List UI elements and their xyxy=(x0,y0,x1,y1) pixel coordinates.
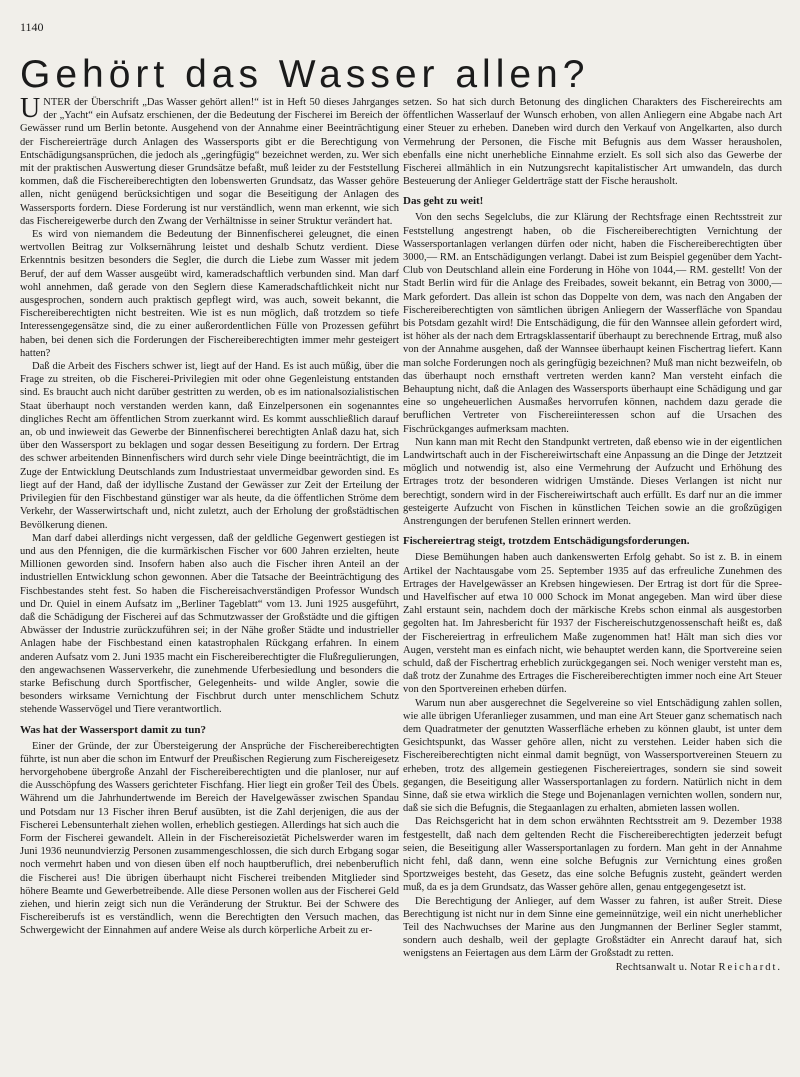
section-heading: Das geht zu weit! xyxy=(403,195,484,208)
intro-paragraph xyxy=(20,96,399,228)
article-title: Gehört das Wasser allen? xyxy=(20,53,590,96)
signature-title: Rechtsanwalt u. Notar xyxy=(615,961,716,973)
drop-cap: U xyxy=(20,96,41,124)
body-paragraph: Das Reichsgericht hat in dem schon erwähnten Rechtsstreit am 9. Dezember 1938 festgestellt, daß nach dem geltenden Recht die Fischereiberechtigten jederzeit befugt seien, die Beseitigung aller Wassersportanlagen zu fordern. Man geht in der Annahme nicht fehl, daß dann, wenn eine solche Befugnis zur Vernichtung eines großen Sportzweiges besteht, das Gesetz, das eine solche Befugnis zusteht, geändert werden muß, da es ja dem Grundsatz, das Wasser gehöre allen, genau entgegengesetzt ist. xyxy=(403,816,782,894)
section-heading: Was hat der Wassersport damit zu tun? xyxy=(20,723,207,736)
intro-text: NTER der Überschrift „Das Wasser gehört allen!“ ist in Heft 50 dieses Jahrganges der „Yacht“ ein Aufsatz erschienen, der die Bedeutung der Fischerei im Bereich der Gewässer rund um Berlin betonte. Ausgehend von der Annahme einer Beeinträchtigung der Fischereierträge durch Anlagen des Wassersports gibt er die Berechtigung von Entschädigungsansprüchen, die jedoch als „geringfügig“ bezeichnet werden, zu. Wer sich mit der praktischen Auswertung dieser Grundsätze befaßt, muß leider zu der Feststellung kommen, daß die Fischereiberechtigten den lobenswerten Grundsatz, das Wasser gehöre allen, nicht genügend berücksichtigen und sogar die Beseitigung der Anlagen des Wassersports fordern. Diese Forderung ist nur verständlich, wenn man erkennt, wie sich das Fischereigewerbe durch den Zwang der Verhältnisse in seiner Struktur verändert hat. xyxy=(20,97,399,227)
body-paragraph: Es wird von niemandem die Bedeutung der Binnenfischerei geleugnet, die einen wertvollen Beitrag zur Volksernährung leistet und deshalb Schutz verdient. Diese Erkenntnis besitzen besonders die Segler, die durch die Liebe zum Wasser mit jedem Beruf, der auf dem Wasser ausgeübt wird, kameradschaftlich verbunden sind. Man darf wohl annehmen, daß gerade von den Seglern diese Kameradschaftlichkeit nicht nur ausgesprochen, sondern auch praktisch gepflegt wird, was auch, soweit bekannt, die Fischereiberechtigten nicht bestreiten. Wie ist es nun möglich, daß trotzdem so tiefe Interessengegensätze sind, die zu einer außerordentlichen Fülle von Prozessen geführt haben, bei denen sich die Forderungen der Fischereiberechtigten immer mehr gesteigert hatten? xyxy=(20,229,399,359)
author-signature xyxy=(403,961,782,974)
section-heading: Fischereiertrag steigt, trotzdem Entschädigungsforderungen. xyxy=(403,535,690,548)
left-column xyxy=(20,96,399,1072)
body-paragraph: Daß die Arbeit des Fischers schwer ist, liegt auf der Hand. Es ist auch müßig, über die Frage zu streiten, ob die Fischerei-Privilegien mit oder ohne Gegenleistung entstanden sind. Es braucht auch nicht darüber gestritten zu werden, ob es im nationalsozialistischen Staat überhaupt noch verstanden werden kann, daß Einzelpersonen ein sogenanntes dingliches Recht am öffentlichen Strom zuerkannt wird. Es kommt ausschließlich darauf an, ob und inwieweit das Gewerbe der Binnenfischerei berechtigten Anlaß dazu hat, sich über den Wassersport zu beklagen und sogar dessen Beseitigung zu fordern. Der Ertrag des schwer arbeitenden Binnenfischers wird durch sehr viele Dinge beeinträchtigt, die im Zuge der Entwicklung Deutschlands zum Industriestaat unvermeidbar geworden sind. Es liegt auf der Hand, daß der idyllische Zustand der Gewässer zur Zeit der Erteilung der Privilegien für den Fischbestand günstiger war als heute, da die öffentlichen Ströme dem Verkehr, der Wasserwirtschaft und, nicht zuletzt, auch der Erholung der großstädtischen Bevölkerung dienen. xyxy=(20,361,399,531)
page-number: 1140 xyxy=(20,20,44,34)
body-paragraph: Diese Bemühungen haben auch dankenswerten Erfolg gehabt. So ist z. B. in einem Artikel der Nachtausgabe vom 25. September 1935 auf das erfreuliche Zunehmen des Ertrages der Havelgewässer an Krebsen hingewiesen. Der Ertrag ist dort für die Spree- und Havelfischer auf etwa 10 000 Schock im Monat angegeben. Man wird über diese Zahl erstaunt sein, nachdem doch der märkische Krebs schon einmal als ausgestorben gegolten hat. Im Jahresbericht für 1937 der Fischereischutzgenossenschaft heißt es, daß der Fischereiertrag in erfreulichem Maße zugenommen hat! Hält man sich dies vor Augen, versteht man es einfach nicht, wie behauptet werden kann, die Sportvereine seien schuld, daß der Fischertrag erheblich zurückgegangen sei. Noch weniger versteht man es, daß trotz der Zunahme des Ertrages die Fischereiberechtigten immer noch eine Art Steuer von den Sportvereinen erheben dürfen. xyxy=(403,552,782,696)
body-paragraph: Von den sechs Segelclubs, die zur Klärung der Rechtsfrage einen Rechtsstreit zur Feststellung angestrengt haben, ob die Fischereiberechtigten Vernichtung der Wassersportanlagen verlangen dürfen oder nicht, haben die Fischereiberechtigten über 3000,— RM. an Entschädigungen verlangt. Dabei ist zum Beispiel gegenüber dem Yacht-Club von Deutschland allein eine Forderung in Höhe von 1044,— RM. gestellt! Von der Stadt Berlin wird für die Anlage des Freibades, soweit bekannt, ein Betrag von 3000,— Mark gefordert. Das allein ist schon das Doppelte von dem, was nach den Angaben der Fischereiberechtigten von sämtlichen übrigen Anliegern der Wasserfläche von Spandau bis Potsdam gezahlt wird! Die Entschädigung, die für den Wannsee allein gefordert wird, ist höher als der nach dem Ertragsklassentarif überhaupt zu berechnende Ertrag, muß also von der Annahme ausgehen, daß der Wannsee überhaupt keinen Fischertrag liefert. Kann man solche Forderungen noch als geringfügig bezeichnen? Muß man nicht bezweifeln, ob das überhaupt noch ernsthaft vertreten werden kann? Man versteht einfach die Behauptung nicht, daß die Anlagen des Wassersports überhaupt eine Schädigung und gar eine so ungeheuerlichen Ausmaßes hervorrufen können, nachdem dazu gerade die beruflichen Vertreter von Fischereiinteressen schon auf die Ursachen des Fischrückganges aufmerksam machten. xyxy=(403,212,782,435)
right-column xyxy=(403,96,782,1072)
signature-name: Reichardt. xyxy=(718,961,782,973)
body-paragraph: Einer der Gründe, der zur Übersteigerung der Ansprüche der Fischereiberechtigten führte, ist nun aber die schon im Entwurf der Preußischen Regierung zum Fischereigesetz hervorgehobene übergroße Anzahl der Fischereiberechtigten und die planloser, nur auf die Ausschöpfung des Wassers gerichteter Fischfang. Hier liegt ein großer Teil des Übels. Während um die Jahrhundertwende im Bereich der Havelgewässer zwischen Spandau und Potsdam nur 13 Fischer ihren Beruf ausübten, ist die Zahl derjenigen, die aus der Fischerei Lebensunterhalt ziehen wollen, erheblich gestiegen. Allerdings hat sich auch die Form der Fischerei gewandelt. Allein in der Fischereisozietät Pichelswerder waren im Juni 1936 neunundvierzig Personen zusammengeschlossen, die sich durch Erbgang sogar noch vermehrt haben und von diesen üben elf noch hauptberuflich, drei nebenberuflich die Fischerei aus! Die übrigen überhaupt nicht Fischerei treibenden Mitglieder sind höhere Beamte und Gewerbetreibende. Alle diese Personen wollen aus der Fischerei Geld ziehen, und hierin zeigt sich nun die Veränderung der Struktur. Bei der Schwere des Fischereiberufs ist es verständlich, wenn die Berechtigten den Versuch machen, das Schwergewicht der Einnahmen auf andere Weise als durch körperliche Arbeit zu er- xyxy=(20,740,399,937)
body-paragraph: setzen. So hat sich durch Betonung des dinglichen Charakters des Fischereirechts am öffentlichen Wasserlauf der Wunsch erhoben, von allen Anliegern eine Abgabe nach Art einer Steuer zu erheben. Daneben wird durch den Verkauf von Angelkarten, also durch Vermehrung der Personen, die Fische mit Befugnis aus dem Wasser herausholen, ebenfalls eine nicht unerhebliche Einnahme erzielt. Es soll sich also das Gewerbe der Fischerei allmählich in ein Nutzungsrecht kapitalistischer Art umwandeln, das durch Besteuerung der Anlieger Gelderträge statt der Fische herausholt. xyxy=(403,97,782,188)
body-paragraph: Man darf dabei allerdings nicht vergessen, daß der geldliche Gegenwert gestiegen ist und aus den Pfennigen, die die kurmärkischen Fischer vor 600 Jahren erzielten, heute Millionen geworden sind. Insofern haben also auch die Fischer ihren Anteil an der industriellen Entwicklung schon gewonnen. Aber die Tatsache der Beeinträchtigung des Fischbestandes steht fest. So haben die Fischereisachverständigen Professor Wundsch und Dr. Quiel in einem Aufsatz im „Berliner Tageblatt“ vom 13. Juni 1925 ausgeführt, daß die Schädigung der Fischerei auf das Schmutzwasser der Großstädte und die giftigen Abwässer der Industrie zurückzuführen sei; in der Nähe großer Städte und industrieller Anlagen habe der Fischbestand einen katastrophalen Rückgang erfahren. In einem anderen Aufsatz vom 2. Juni 1935 macht ein Fischereiberechtigter die Flußregulierungen, den angewachsenen Wasserverkehr, die zunehmende Uferbesiedlung und besonders die starke Befischung durch Sportfischer, Gelegenheits- und wilde Angler, sowie die besonders wirksame Vernichtung der Fischbrut durch unter menschlichem Schutz stehende Wasservögel und Tiere verantwortlich. xyxy=(20,532,399,716)
body-paragraph: Die Berechtigung der Anlieger, auf dem Wasser zu fahren, ist außer Streit. Diese Berechtigung ist nicht nur in dem Sinne eine gemeinnützige, weil ein nicht unerheblicher Teil des Nachwuchses der Marine aus den Jungmannen der Berliner Segler stammt, sondern auch deshalb, weil der geplagte Großstädter ein Anrecht darauf hat, sich wenigstens an Feiertagen aus dem Lärm der Großstadt zu retten. xyxy=(403,895,782,960)
body-paragraph: Nun kann man mit Recht den Standpunkt vertreten, daß ebenso wie in der eigentlichen Landwirtschaft auch in der Fischereiwirtschaft eine Anpassung an die Dinge der Jetztzeit möglich und notwendig ist, also eine Vermehrung der Aufzucht und Erhöhung des Ertrages trotz der besonderen widrigen Umstände. Dieses Verlangen ist nicht nur berechtigt, sondern wird in der Fischereiwirtschaft auch erfüllt. Es darf nur an die immer gesteigerte Aufzucht von Fischen in künstlichen Teichen sowie an die großzügigen Anstrengungen der berufenen Stellen erinnert werden. xyxy=(403,436,782,528)
body-paragraph: Warum nun aber ausgerechnet die Segelvereine so viel Entschädigung zahlen sollen, wie alle übrigen Uferanlieger zusammen, und man eine Art Steuer ganz schematisch nach dem Quadratmeter der genutzten Wasserfläche erheben zu können glaubt, ist unter dem Gesichtspunkt, das Wasser gehöre allen, nicht zu verstehen. Leider haben sich die Fischereiberechtigten nicht einmal damit begnügt, von Wassersportvereinen Steuern zu erheben, trotz des allgemein gestiegenen Fischereiertrages, sondern sie sind soweit gegangen, die Beseitigung aller Wassersportanlagen zu fordern. Natürlich nicht in dem Sinne, daß sie etwa wirklich die Stege und Bojenanlagen vernichten wollen, sondern nur, daß sie sich die Befugnis, die Stegaanlagen zu erhalten, abmieten lassen wollen. xyxy=(403,697,782,815)
